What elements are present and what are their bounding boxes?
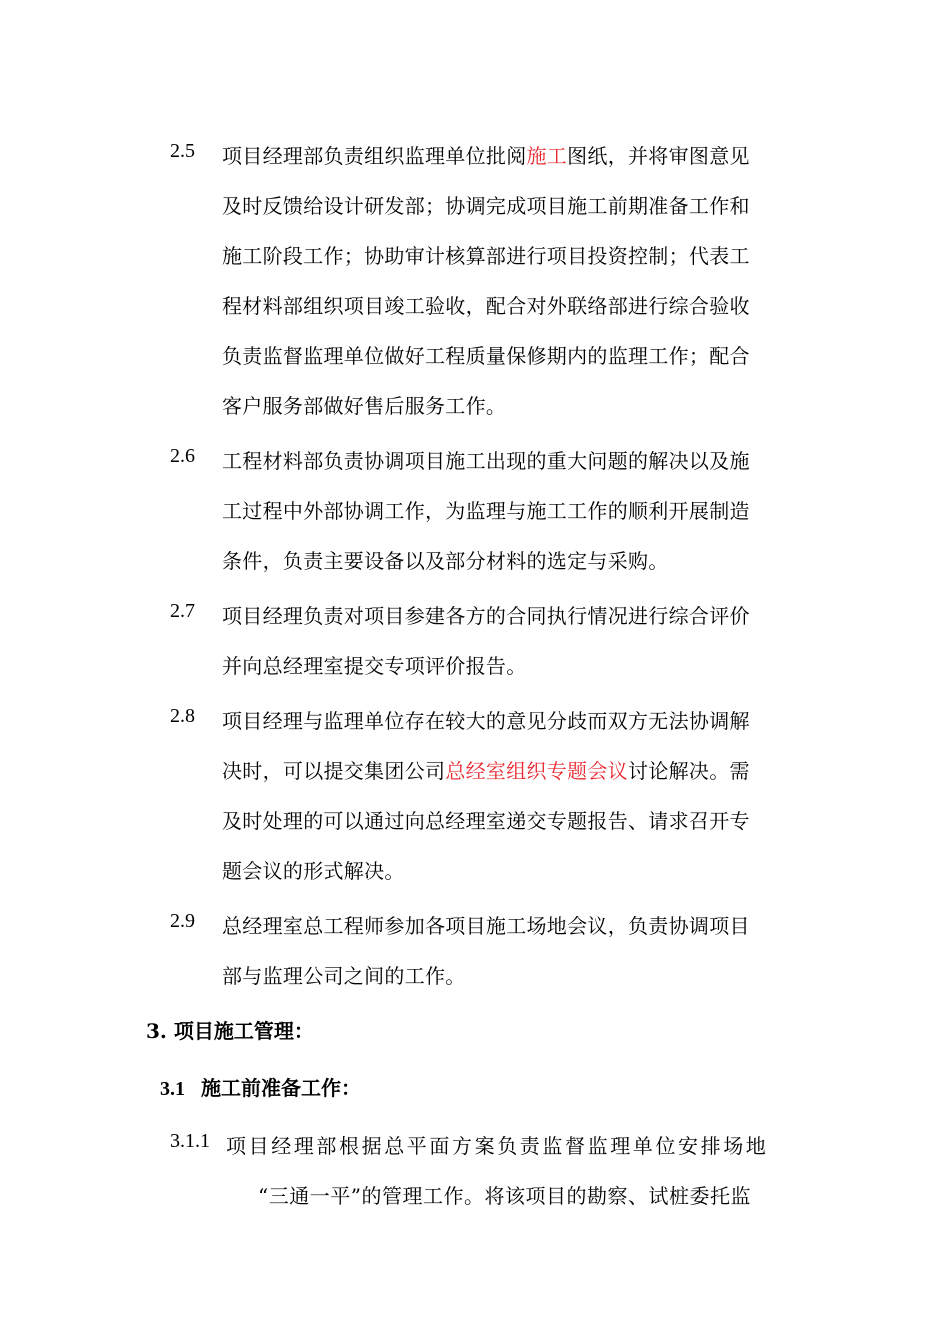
clause-line: 条件，负责主要设备以及部分材料的选定与采购。 [222, 549, 669, 573]
section-heading: 3. 项目施工管理： [146, 1019, 314, 1043]
clause-number: 3.1.1 [170, 1130, 210, 1152]
clause-number: 2.7 [170, 600, 195, 622]
clause-line: 及时处理的可以通过向总经理室递交专题报告、请求召开专 [222, 809, 750, 833]
clause-line: 项目经理与监理单位存在较大的意见分歧而双方无法协调解 [222, 709, 750, 733]
clause-line: 程材料部组织项目竣工验收，配合对外联络部进行综合验收 [222, 294, 750, 318]
clause-line: 客户服务部做好售后服务工作。 [222, 394, 507, 418]
clause-line [222, 140, 750, 169]
text-run: 决时，可以提交集团公司 [222, 759, 446, 783]
clause-number: 2.6 [170, 445, 195, 467]
subsection-heading [160, 1072, 361, 1101]
subsection-title: 施工前准备工作： [201, 1076, 361, 1100]
clause-line: 负责监督监理单位做好工程质量保修期内的监理工作；配合 [222, 344, 750, 368]
clause-line: 项目经理部根据总平面方案负责监督监理单位安排场地 [226, 1134, 769, 1158]
clause-line [222, 755, 750, 784]
clause-number: 2.5 [170, 140, 195, 162]
text-run: 项目经理部负责组织监理单位批阅 [222, 144, 527, 168]
clause-number: 2.8 [170, 705, 195, 727]
clause-line: “三通一平”的管理工作。将该项目的勘察、试桩委托监 [258, 1184, 751, 1208]
subsection-number: 3.1 [160, 1078, 185, 1100]
text-run: 讨论解决。需 [628, 759, 750, 783]
highlighted-text: 总经室组织专题会议 [445, 759, 629, 783]
text-run: 图纸，并将审图意见 [567, 144, 750, 168]
clause-line: 工过程中外部协调工作，为监理与施工工作的顺利开展制造 [222, 499, 750, 523]
clause-line: 工程材料部负责协调项目施工出现的重大问题的解决以及施 [222, 449, 750, 473]
clause-number: 2.9 [170, 910, 195, 932]
clause-line: 项目经理负责对项目参建各方的合同执行情况进行综合评价 [222, 604, 750, 628]
clause-line: 部与监理公司之间的工作。 [222, 964, 466, 988]
clause-line: 及时反馈给设计研发部；协调完成项目施工前期准备工作和 [222, 194, 750, 218]
clause-line: 并向总经理室提交专项评价报告。 [222, 654, 527, 678]
clause-line: 题会议的形式解决。 [222, 859, 405, 883]
highlighted-text: 施工 [526, 144, 568, 168]
clause-line: 施工阶段工作；协助审计核算部进行项目投资控制；代表工 [222, 244, 750, 268]
clause-line: 总经理室总工程师参加各项目施工场地会议，负责协调项目 [222, 914, 750, 938]
